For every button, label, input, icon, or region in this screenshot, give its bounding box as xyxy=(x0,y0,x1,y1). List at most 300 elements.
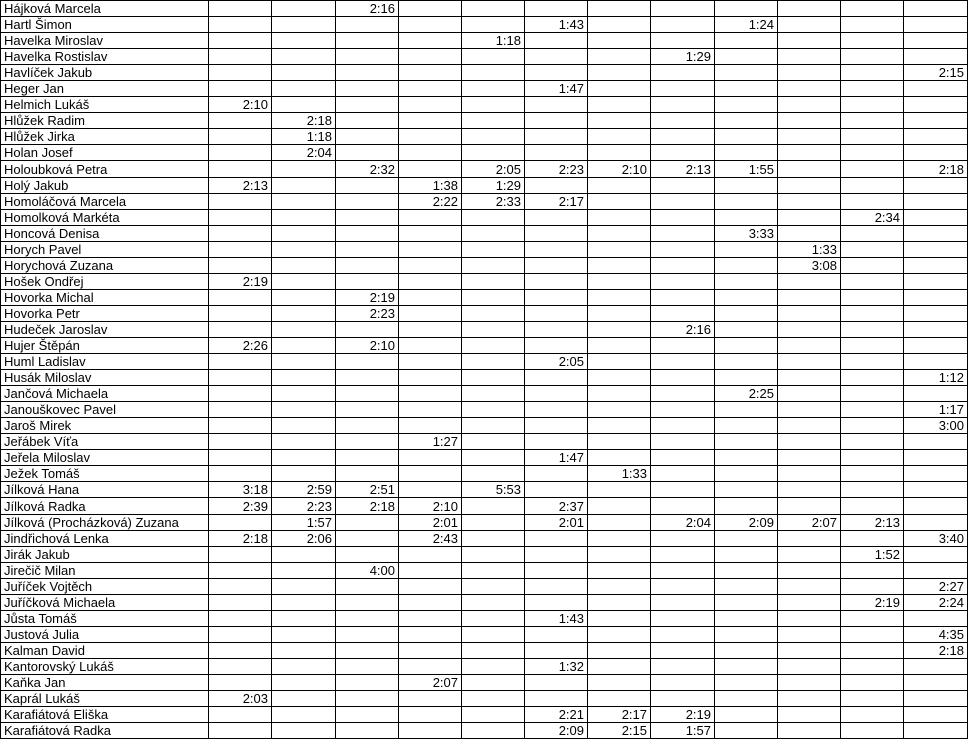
time-cell xyxy=(588,498,651,514)
runner-name: Horychová Zuzana xyxy=(1,257,209,273)
time-cell xyxy=(209,578,272,594)
time-cell xyxy=(904,225,968,241)
time-cell xyxy=(525,65,588,81)
time-cell xyxy=(209,225,272,241)
time-cell xyxy=(904,707,968,723)
time-cell xyxy=(336,193,399,209)
time-cell xyxy=(841,578,904,594)
time-cell xyxy=(651,610,715,626)
time-cell xyxy=(904,97,968,113)
time-cell xyxy=(272,450,336,466)
time-cell xyxy=(462,466,525,482)
time-cell xyxy=(588,562,651,578)
time-cell xyxy=(651,691,715,707)
time-cell xyxy=(525,1,588,17)
table-row xyxy=(1,17,968,33)
time-cell xyxy=(209,723,272,739)
time-cell: 2:15 xyxy=(904,65,968,81)
time-cell xyxy=(525,209,588,225)
runner-name: Hlůžek Radim xyxy=(1,113,209,129)
time-cell xyxy=(904,658,968,674)
time-cell xyxy=(651,482,715,498)
time-cell xyxy=(904,209,968,225)
time-cell: 2:59 xyxy=(272,482,336,498)
time-cell xyxy=(336,434,399,450)
time-cell xyxy=(778,113,841,129)
time-cell xyxy=(272,386,336,402)
time-cell xyxy=(841,434,904,450)
time-cell xyxy=(651,65,715,81)
time-cell xyxy=(272,49,336,65)
time-cell xyxy=(399,402,462,418)
time-cell xyxy=(841,177,904,193)
time-cell xyxy=(841,610,904,626)
time-cell xyxy=(462,321,525,337)
time-cell xyxy=(462,626,525,642)
time-cell xyxy=(715,370,778,386)
runner-name: Karafiátová Eliška xyxy=(1,707,209,723)
time-cell: 1:47 xyxy=(525,81,588,97)
runner-name: Heger Jan xyxy=(1,81,209,97)
runner-name: Jindřichová Lenka xyxy=(1,530,209,546)
time-cell xyxy=(588,17,651,33)
time-cell xyxy=(778,450,841,466)
time-cell xyxy=(841,257,904,273)
time-cell xyxy=(588,193,651,209)
time-cell xyxy=(715,562,778,578)
time-cell xyxy=(336,578,399,594)
time-cell xyxy=(399,482,462,498)
time-cell xyxy=(588,530,651,546)
time-cell xyxy=(209,113,272,129)
time-cell xyxy=(336,321,399,337)
time-cell xyxy=(904,145,968,161)
time-cell xyxy=(525,466,588,482)
table-row xyxy=(1,578,968,594)
time-cell xyxy=(778,402,841,418)
time-cell xyxy=(715,49,778,65)
time-cell xyxy=(841,402,904,418)
time-cell xyxy=(651,145,715,161)
time-cell xyxy=(399,209,462,225)
time-cell xyxy=(904,386,968,402)
time-cell xyxy=(588,578,651,594)
time-cell xyxy=(399,321,462,337)
time-cell xyxy=(399,113,462,129)
table-row xyxy=(1,434,968,450)
time-cell xyxy=(778,642,841,658)
table-row xyxy=(1,273,968,289)
runner-name: Jůsta Tomáš xyxy=(1,610,209,626)
time-cell xyxy=(715,81,778,97)
time-cell xyxy=(588,370,651,386)
time-cell xyxy=(209,129,272,145)
time-cell xyxy=(209,321,272,337)
time-cell xyxy=(399,626,462,642)
time-cell xyxy=(778,418,841,434)
table-row xyxy=(1,177,968,193)
time-cell xyxy=(588,514,651,530)
time-cell xyxy=(462,1,525,17)
table-row xyxy=(1,691,968,707)
time-cell xyxy=(841,193,904,209)
time-cell xyxy=(209,209,272,225)
time-cell xyxy=(462,354,525,370)
time-cell xyxy=(904,610,968,626)
time-cell xyxy=(336,113,399,129)
time-cell xyxy=(209,434,272,450)
table-row xyxy=(1,225,968,241)
time-cell xyxy=(272,337,336,353)
time-cell: 2:07 xyxy=(778,514,841,530)
time-cell xyxy=(904,674,968,690)
time-cell: 2:26 xyxy=(209,337,272,353)
time-cell xyxy=(336,610,399,626)
time-cell xyxy=(651,177,715,193)
time-cell xyxy=(778,209,841,225)
time-cell: 2:34 xyxy=(841,209,904,225)
time-cell xyxy=(336,594,399,610)
time-cell xyxy=(525,97,588,113)
time-cell: 1:47 xyxy=(525,450,588,466)
time-cell: 2:23 xyxy=(525,161,588,177)
time-cell: 1:43 xyxy=(525,610,588,626)
time-cell xyxy=(462,610,525,626)
time-cell xyxy=(336,49,399,65)
time-cell: 2:15 xyxy=(588,723,651,739)
table-row xyxy=(1,658,968,674)
table-row xyxy=(1,626,968,642)
time-cell xyxy=(462,578,525,594)
time-cell xyxy=(588,482,651,498)
time-cell xyxy=(525,578,588,594)
time-cell xyxy=(525,337,588,353)
time-cell xyxy=(651,1,715,17)
time-cell xyxy=(209,289,272,305)
table-row xyxy=(1,562,968,578)
runner-name: Havlíček Jakub xyxy=(1,65,209,81)
time-cell xyxy=(462,562,525,578)
time-cell xyxy=(462,225,525,241)
time-cell xyxy=(715,321,778,337)
time-cell xyxy=(272,578,336,594)
time-cell xyxy=(778,370,841,386)
time-cell: 1:52 xyxy=(841,546,904,562)
time-cell xyxy=(841,97,904,113)
runner-name: Jílková (Procházková) Zuzana xyxy=(1,514,209,530)
time-cell xyxy=(336,273,399,289)
time-cell: 1:57 xyxy=(272,514,336,530)
time-cell xyxy=(399,129,462,145)
time-cell xyxy=(841,370,904,386)
time-cell xyxy=(588,209,651,225)
time-cell xyxy=(904,129,968,145)
time-cell: 2:23 xyxy=(336,305,399,321)
runner-name: Homoláčová Marcela xyxy=(1,193,209,209)
time-cell: 1:33 xyxy=(588,466,651,482)
time-cell xyxy=(272,610,336,626)
runner-name: Huml Ladislav xyxy=(1,354,209,370)
time-cell xyxy=(651,530,715,546)
time-cell xyxy=(904,1,968,17)
time-cell xyxy=(715,113,778,129)
time-cell xyxy=(399,241,462,257)
time-cell: 2:09 xyxy=(715,514,778,530)
time-cell xyxy=(651,562,715,578)
time-cell xyxy=(525,691,588,707)
time-cell xyxy=(272,97,336,113)
time-cell xyxy=(462,514,525,530)
time-cell xyxy=(525,49,588,65)
time-cell xyxy=(778,97,841,113)
table-row xyxy=(1,129,968,145)
time-cell xyxy=(715,354,778,370)
time-cell xyxy=(588,354,651,370)
time-cell xyxy=(336,65,399,81)
time-cell xyxy=(209,402,272,418)
runner-name: Hujer Štěpán xyxy=(1,337,209,353)
time-cell xyxy=(399,1,462,17)
time-cell xyxy=(336,418,399,434)
time-cell xyxy=(462,145,525,161)
time-cell xyxy=(715,610,778,626)
time-cell xyxy=(462,594,525,610)
time-cell xyxy=(336,241,399,257)
time-cell: 2:19 xyxy=(209,273,272,289)
time-cell xyxy=(715,434,778,450)
time-cell xyxy=(272,418,336,434)
time-cell xyxy=(336,225,399,241)
table-row xyxy=(1,386,968,402)
runner-name: Karafiátová Radka xyxy=(1,723,209,739)
time-cell xyxy=(651,402,715,418)
time-cell xyxy=(778,33,841,49)
time-cell: 2:04 xyxy=(272,145,336,161)
time-cell xyxy=(209,145,272,161)
time-cell xyxy=(651,674,715,690)
time-cell xyxy=(651,113,715,129)
time-cell xyxy=(841,225,904,241)
time-cell xyxy=(525,434,588,450)
time-cell xyxy=(462,257,525,273)
time-cell xyxy=(209,594,272,610)
time-cell: 2:19 xyxy=(336,289,399,305)
time-cell xyxy=(904,81,968,97)
time-cell xyxy=(462,418,525,434)
time-cell xyxy=(272,1,336,17)
time-cell xyxy=(272,370,336,386)
time-cell xyxy=(588,129,651,145)
time-cell xyxy=(209,386,272,402)
time-cell xyxy=(588,65,651,81)
time-cell xyxy=(525,241,588,257)
runner-name: Hlůžek Jirka xyxy=(1,129,209,145)
time-cell xyxy=(778,273,841,289)
time-cell xyxy=(462,17,525,33)
time-cell xyxy=(715,193,778,209)
time-cell xyxy=(399,354,462,370)
time-cell xyxy=(336,145,399,161)
time-cell xyxy=(651,97,715,113)
time-cell xyxy=(651,129,715,145)
table-row xyxy=(1,642,968,658)
time-cell xyxy=(336,17,399,33)
time-cell xyxy=(462,691,525,707)
time-cell xyxy=(462,113,525,129)
time-cell xyxy=(841,418,904,434)
runner-name: Hovorka Petr xyxy=(1,305,209,321)
table-row xyxy=(1,81,968,97)
time-cell xyxy=(651,225,715,241)
time-cell xyxy=(588,305,651,321)
time-cell xyxy=(462,97,525,113)
runner-name: Honcová Denisa xyxy=(1,225,209,241)
time-cell xyxy=(715,594,778,610)
time-cell: 2:10 xyxy=(588,161,651,177)
time-cell xyxy=(778,562,841,578)
time-cell xyxy=(715,450,778,466)
time-cell xyxy=(525,626,588,642)
time-cell xyxy=(778,354,841,370)
time-cell: 2:07 xyxy=(399,674,462,690)
time-cell xyxy=(715,674,778,690)
time-cell xyxy=(778,145,841,161)
table-row xyxy=(1,450,968,466)
time-cell xyxy=(525,129,588,145)
runner-name: Jirák Jakub xyxy=(1,546,209,562)
time-cell: 2:21 xyxy=(525,707,588,723)
runner-name: Hovorka Michal xyxy=(1,289,209,305)
runner-name: Horych Pavel xyxy=(1,241,209,257)
time-cell: 1:38 xyxy=(399,177,462,193)
time-cell xyxy=(399,466,462,482)
time-cell: 2:01 xyxy=(525,514,588,530)
time-cell xyxy=(588,594,651,610)
time-cell xyxy=(778,129,841,145)
time-cell xyxy=(462,209,525,225)
time-cell xyxy=(272,642,336,658)
time-cell xyxy=(778,610,841,626)
time-cell xyxy=(651,466,715,482)
time-cell xyxy=(336,723,399,739)
time-cell xyxy=(715,1,778,17)
time-cell xyxy=(715,305,778,321)
time-cell: 2:18 xyxy=(336,498,399,514)
time-cell xyxy=(209,562,272,578)
table-row xyxy=(1,113,968,129)
time-cell xyxy=(399,723,462,739)
time-cell xyxy=(651,337,715,353)
time-cell xyxy=(651,594,715,610)
time-cell xyxy=(272,594,336,610)
time-cell: 3:33 xyxy=(715,225,778,241)
time-cell xyxy=(651,386,715,402)
time-cell: 2:27 xyxy=(904,578,968,594)
time-cell xyxy=(272,225,336,241)
time-cell: 2:33 xyxy=(462,193,525,209)
time-cell xyxy=(651,626,715,642)
runner-name: Jaroš Mirek xyxy=(1,418,209,434)
runner-name: Hartl Šimon xyxy=(1,17,209,33)
time-cell xyxy=(272,707,336,723)
time-cell: 1:17 xyxy=(904,402,968,418)
time-cell xyxy=(462,642,525,658)
time-cell xyxy=(272,305,336,321)
time-cell xyxy=(778,626,841,642)
time-cell xyxy=(841,1,904,17)
time-cell xyxy=(651,578,715,594)
time-cell: 2:10 xyxy=(209,97,272,113)
time-cell xyxy=(588,658,651,674)
time-cell: 2:18 xyxy=(272,113,336,129)
time-cell xyxy=(272,658,336,674)
time-cell xyxy=(651,81,715,97)
time-cell xyxy=(904,321,968,337)
time-cell: 1:43 xyxy=(525,17,588,33)
time-cell xyxy=(272,626,336,642)
time-cell xyxy=(715,658,778,674)
time-cell xyxy=(336,370,399,386)
time-cell xyxy=(399,289,462,305)
time-cell xyxy=(904,723,968,739)
time-cell xyxy=(462,674,525,690)
time-cell xyxy=(651,658,715,674)
time-cell xyxy=(588,546,651,562)
time-cell xyxy=(462,402,525,418)
time-cell xyxy=(588,674,651,690)
time-cell xyxy=(588,289,651,305)
time-cell xyxy=(272,193,336,209)
time-cell xyxy=(778,305,841,321)
time-cell xyxy=(651,418,715,434)
table-row xyxy=(1,145,968,161)
time-cell xyxy=(209,49,272,65)
time-cell xyxy=(715,337,778,353)
time-cell xyxy=(209,514,272,530)
time-cell xyxy=(525,642,588,658)
time-cell xyxy=(209,626,272,642)
time-cell xyxy=(841,707,904,723)
time-cell xyxy=(904,49,968,65)
time-cell xyxy=(525,546,588,562)
table-row xyxy=(1,65,968,81)
time-cell xyxy=(588,386,651,402)
time-cell: 4:00 xyxy=(336,562,399,578)
table-row xyxy=(1,321,968,337)
time-cell xyxy=(588,434,651,450)
time-cell xyxy=(651,17,715,33)
time-cell xyxy=(588,610,651,626)
time-cell xyxy=(778,658,841,674)
time-cell xyxy=(336,530,399,546)
time-cell xyxy=(715,209,778,225)
time-cell xyxy=(272,33,336,49)
time-cell: 2:51 xyxy=(336,482,399,498)
time-cell xyxy=(272,65,336,81)
time-cell xyxy=(841,386,904,402)
time-cell xyxy=(209,305,272,321)
runner-name: Jirečič Milan xyxy=(1,562,209,578)
table-row xyxy=(1,707,968,723)
time-cell xyxy=(588,626,651,642)
time-cell xyxy=(462,498,525,514)
time-cell xyxy=(209,658,272,674)
time-cell xyxy=(778,546,841,562)
time-cell: 3:00 xyxy=(904,418,968,434)
time-cell xyxy=(399,450,462,466)
time-cell xyxy=(715,129,778,145)
time-cell xyxy=(715,498,778,514)
